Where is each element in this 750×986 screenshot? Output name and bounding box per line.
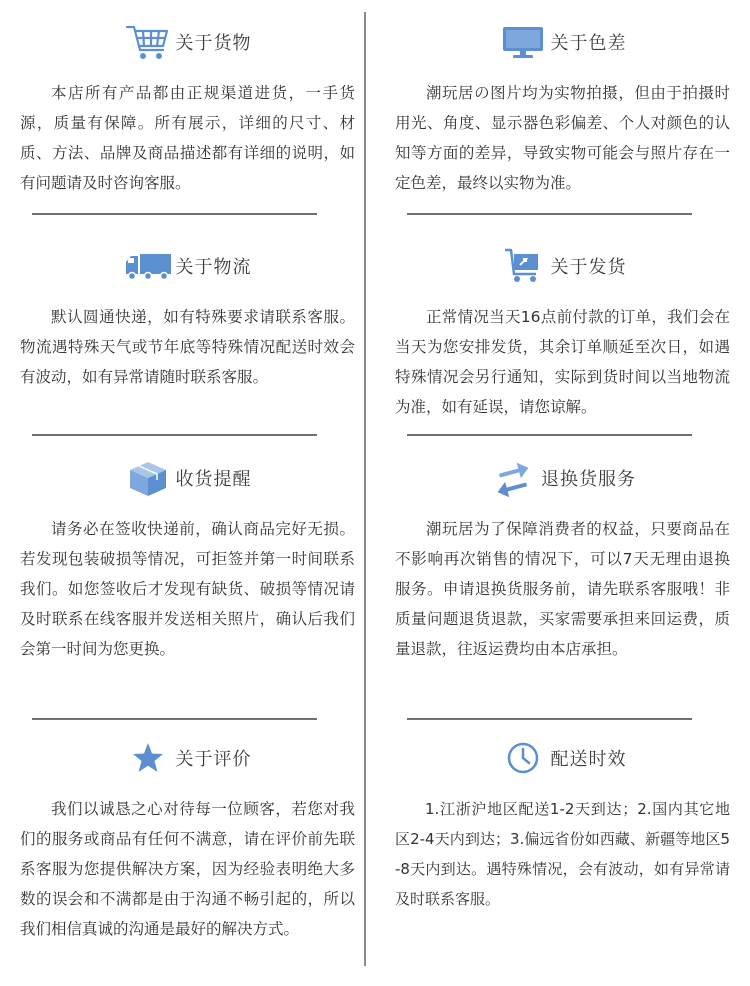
delivery-truck-icon: [124, 246, 172, 286]
review-section: [20, 738, 355, 944]
package-box-icon: [124, 458, 172, 498]
section-title: 关于色差: [550, 33, 627, 54]
section-title: 配送时效: [550, 749, 627, 770]
section-text: 默认圆通快递，如有特殊要求请联系客服。物流遇特殊天气或节年底等特殊情况配送时效会有波动，如有异常请随时联系客服。: [20, 308, 355, 386]
monitor-icon: [499, 22, 547, 62]
exchange-arrows-icon: [489, 458, 537, 498]
shipping-section: [395, 246, 730, 422]
section-divider: [407, 213, 692, 215]
section-text: 请务必在签收快递前，确认商品完好无损。若发现包装破损等情况，可拒签并第一时间联系我们。如您签收后才发现有缺货、破损等情况请及时联系在线客服并发送相关照片，确认后我们会第一时间为您更换。: [20, 520, 355, 658]
section-title: 收货提醒: [175, 469, 252, 490]
color-difference-section: [395, 22, 730, 198]
shopping-cart-icon: [124, 22, 172, 62]
star-icon: [124, 738, 172, 778]
delivery-time-section: [395, 738, 730, 914]
column-divider: [364, 12, 366, 966]
section-text: 1.江浙沪地区配送1-2天到达；2.国内其它地区2-4天内到达；3.偏远省份如西藏、新疆等地区5-8天内到达。遇特殊情况，会有波动，如有异常请及时联系客服。: [395, 800, 730, 908]
section-title: 关于评价: [175, 749, 252, 770]
section-text: 本店所有产品都由正规渠道进货，一手货源，质量有保障。所有展示，详细的尺寸、材质、方法、品牌及商品描述都有详细的说明，如有问题请及时咨询客服。: [20, 84, 355, 192]
clock-icon: [499, 738, 547, 778]
return-service-section: [395, 458, 730, 664]
section-divider: [32, 434, 317, 436]
section-title: 关于发货: [550, 257, 627, 278]
section-divider: [32, 213, 317, 215]
section-title: 关于货物: [175, 33, 252, 54]
section-title: 关于物流: [175, 257, 252, 278]
goods-section: [20, 22, 355, 198]
section-title: 退换货服务: [541, 469, 636, 490]
section-divider: [407, 434, 692, 436]
logistics-section: [20, 246, 355, 392]
section-divider: [407, 718, 692, 720]
receipt-section: [20, 458, 355, 664]
section-text: 潮玩居の图片均为实物拍摄，但由于拍摄时用光、角度、显示器色彩偏差、个人对颜色的认知等方面的差异，导致实物可能会与照片存在一定色差，最终以实物为准。: [395, 84, 730, 192]
section-text: 正常情况当天16点前付款的订单，我们会在当天为您安排发货，其余订单顺延至次日，如遇特殊情况会另行通知，实际到货时间以当地物流为准，如有延误，请您谅解。: [395, 308, 730, 416]
section-text: 潮玩居为了保障消费者的权益，只要商品在不影响再次销售的情况下，可以7天无理由退换服务。申请退换货服务前，请先联系客服哦！非质量问题退货退款，买家需要承担来回运费，质量退款，往返运费均由本店承担。: [395, 520, 730, 658]
section-text: 我们以诚恳之心对待每一位顾客，若您对我们的服务或商品有任何不满意，请在评价前先联系客服为您提供解决方案，因为经验表明绝大多数的误会和不满都是由于沟通不畅引起的，所以我们相信真诚的沟通是最好的解决方式。: [20, 800, 355, 938]
section-divider: [32, 718, 317, 720]
shipping-cart-icon: [499, 246, 547, 286]
